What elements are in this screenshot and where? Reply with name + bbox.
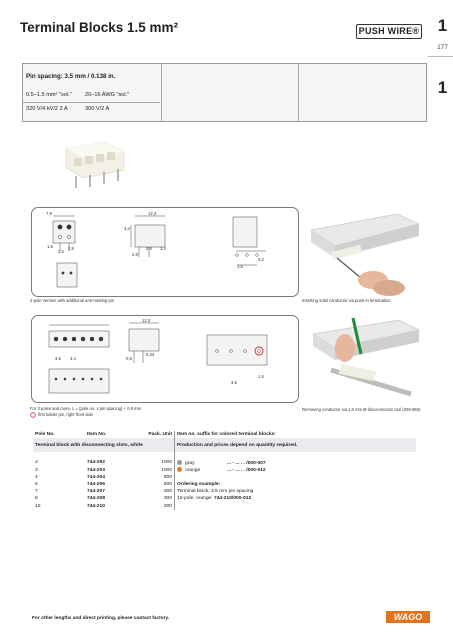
push-wire-logo: PUSH WIRE®: [356, 24, 422, 39]
col-header-suffix: Item no. suffix for colored terminal blocks:: [175, 431, 417, 438]
spec-awg-rating: 300 V/2 A: [85, 106, 110, 112]
table-row: [33, 488, 416, 495]
chapter-number: 1: [437, 16, 448, 35]
dim-label: 0,8: [126, 356, 132, 361]
pole-cell: 4: [35, 474, 38, 480]
item-cell: 744-292: [87, 460, 105, 466]
figure-caption-2pole: 2-pole version with additional anti-rotating pin: [30, 298, 115, 303]
spec-metric-conductor: 0.5–1.5 mm² "sol.": [26, 92, 72, 98]
subheader-production: Production and prices depend on quantity required.: [175, 438, 417, 452]
table-row: [33, 467, 416, 474]
pole-cell: 3: [35, 467, 38, 473]
spec-box: [22, 63, 427, 122]
item-cell: 744-203: [87, 467, 105, 473]
table-header-row: [33, 431, 416, 438]
col-header-item: Item No.: [85, 431, 134, 438]
dim-label: 1,5: [258, 374, 264, 379]
dim-label: 2,9: [68, 246, 74, 251]
table-row: [33, 452, 416, 459]
color-gray: [175, 459, 417, 466]
dim-label: 0,2: [258, 257, 264, 262]
pack-cell: 300: [134, 488, 175, 495]
pole-length-note: For 3 poles and more, L = (pole no. x pin spacing) + 0.9 mm: [30, 406, 142, 411]
example-item: 744-210/000-012: [213, 496, 252, 502]
figure-caption-insert: Inserting solid conductor via push-in termination: [302, 298, 391, 303]
table-row: [33, 503, 416, 510]
wago-logo: WAGO: [386, 611, 430, 623]
subheader-product: Terminal block with disconnecting slots, white: [33, 438, 175, 452]
dim-label: 4,4: [124, 226, 130, 231]
page-number: 177: [437, 44, 448, 51]
dim-label: 7,9: [46, 211, 52, 216]
example-line: Terminal block, 3.5 mm pin spacing: [177, 489, 254, 495]
figure-caption-remove: Removing conductor via 1.0 mm Ø disconnection tool (206-860): [302, 407, 421, 412]
color-orange: [175, 467, 417, 474]
page-title: Terminal Blocks 1.5 mm²: [20, 20, 179, 35]
color-suffix: ... - ... . . /000-007: [227, 460, 266, 466]
chapter-divider: [428, 56, 453, 57]
spec-metric-rating: 320 V/4 kV/2 2 A: [26, 106, 68, 112]
dim-label: 12,3: [148, 211, 157, 216]
dim-label: 3,4: [160, 246, 166, 251]
first-solder-pin-note: first solder pin, right front side: [38, 412, 93, 417]
item-cell: 744-206: [87, 482, 105, 488]
pack-cell: 500: [134, 481, 175, 488]
example-line-2: [175, 495, 417, 502]
dim-label: 0,33: [146, 352, 155, 357]
dim-label: 1,5: [47, 244, 53, 249]
pack-cell: 1000: [134, 459, 175, 466]
dim-label: 3,4: [70, 356, 76, 361]
item-cell: 744-204: [87, 474, 105, 480]
pack-cell: 300: [134, 495, 175, 502]
dim-label: 3,5: [58, 249, 64, 254]
footer-note: For other lengths and direct printing, please contact factory.: [32, 616, 170, 621]
remove-conductor-photo: [301, 314, 427, 404]
color-suffix: ... - ... . . /000-012: [227, 468, 266, 474]
item-cell: 744-210: [87, 503, 105, 509]
spec-awg-conductor: 20–16 AWG "sol.": [85, 92, 130, 98]
item-cell: 744-207: [87, 489, 105, 495]
table-row: [33, 459, 416, 466]
dimension-drawing-2pole: [31, 207, 297, 295]
table-row: [33, 474, 416, 481]
spec-row-divider: [22, 102, 160, 103]
col-header-pole: Pole No.: [33, 431, 85, 438]
example-prefix: 10-pole, orange:: [177, 496, 214, 502]
table-row: [33, 495, 416, 502]
item-cell: 744-208: [87, 496, 105, 502]
col-header-pack: Pack. Unit: [134, 431, 175, 438]
insert-conductor-photo: [301, 206, 427, 296]
color-name: orange: [185, 468, 201, 474]
chapter-marker: 1: [437, 78, 448, 97]
spec-divider: [161, 64, 162, 121]
table-row: [33, 481, 416, 488]
orange-swatch-icon: [177, 467, 182, 472]
pack-cell: 800: [134, 474, 175, 481]
example-title: Ordering example:: [177, 482, 221, 488]
color-name: gray: [185, 460, 195, 466]
dim-label: 3,5: [231, 380, 237, 385]
pole-cell: 10: [35, 503, 41, 509]
terminal-block-photo: [62, 134, 128, 192]
red-circle-icon: [30, 412, 36, 418]
pole-cell: 8: [35, 496, 38, 502]
pack-cell: 1000: [134, 467, 175, 474]
pole-cell: 7: [35, 489, 38, 495]
dim-label: 0,8: [146, 246, 152, 251]
pin-spacing-label: Pin spacing: 3.5 mm / 0.138 in.: [26, 73, 116, 80]
gray-swatch-icon: [177, 460, 182, 465]
pack-cell: 200: [134, 503, 175, 510]
table-subheader-row: [33, 438, 416, 452]
dim-label: 2,9: [132, 252, 138, 257]
dim-label: 3,5: [237, 264, 243, 269]
pole-cell: 6: [35, 482, 38, 488]
pole-cell: 2: [35, 460, 38, 466]
ordering-table: [33, 431, 416, 510]
spec-divider: [298, 64, 299, 121]
dim-label: 12,3: [142, 318, 151, 323]
dim-label: 3,5: [55, 356, 61, 361]
